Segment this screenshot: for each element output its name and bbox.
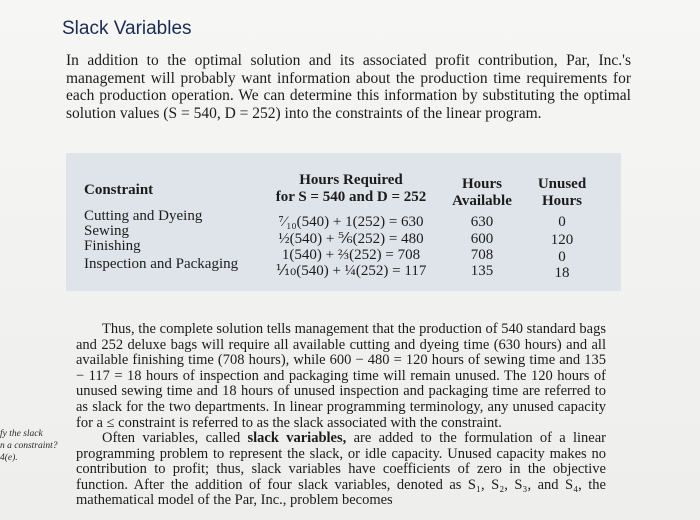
solution-paragraph: Thus, the complete solution tells management that the production of 540 standard bags and 252 deluxe bags will require all available cutting and dyeing time (630 hours) and all available finishing time (708 hours), while 600 − 480 = 120 hours of sewing time and 135 − 117 = 18 hours of inspection and packaging time will remain unused. The 120 hours of unused sewing time and 18 hours of unused inspection and packaging time are referred to as slack for the two departments. In linear programming terminology, any unused capacity for a ≤ constraint is referred to as the slack associated with the constraint. xyxy=(76,321,606,431)
slack-variables-paragraph: Often variables, called slack variables, are added to the formulation of a linear programming problem to represent the slack, or idle capacity. Unused capacity makes no contribution to profit; thus, slack variables have coefficients of zero in the objective function. After the addition of four slack variables, denoted as S₁, S₂, S₃, and S₄, the mathematical model of the Par, Inc., problem becomes xyxy=(76,430,607,509)
row-inspection-unused: 18 xyxy=(554,265,570,281)
header-constraint: Constraint xyxy=(84,182,154,198)
header-hours-available: Hours Available xyxy=(452,176,512,209)
row-inspection-available: 135 xyxy=(470,263,494,279)
row-finishing-unused: 0 xyxy=(558,249,566,265)
row-finishing-available: 708 xyxy=(470,247,494,263)
row-cutting-constraint: Cutting and Dyeing xyxy=(84,208,203,224)
header-unused-hours: Unused Hours xyxy=(537,176,587,209)
margin-note: fy the slack n a constraint? 4(e). xyxy=(0,429,58,463)
slack-variables-term: slack variables, xyxy=(247,430,347,446)
row-inspection-required: ⅒(540) + ¼(252) = 117 xyxy=(275,263,427,279)
row-sewing-required: ½(540) + ⅚(252) = 480 xyxy=(278,231,424,247)
row-sewing-available: 600 xyxy=(470,231,494,247)
row-inspection-constraint: Inspection and Packaging xyxy=(84,256,239,272)
row-sewing-constraint: Sewing xyxy=(84,223,129,239)
row-cutting-available: 630 xyxy=(470,214,494,230)
row-cutting-required: ⁷⁄₁₀(540) + 1(252) = 630 xyxy=(278,214,424,230)
header-hours-required: Hours Required for S = 540 and D = 252 xyxy=(275,172,427,205)
section-title: Slack Variables xyxy=(62,18,192,39)
row-cutting-unused: 0 xyxy=(558,214,566,230)
constraint-table xyxy=(66,153,621,291)
row-sewing-unused: 120 xyxy=(550,232,574,248)
row-finishing-constraint: Finishing xyxy=(84,238,141,254)
row-finishing-required: 1(540) + ⅔(252) = 708 xyxy=(281,247,421,263)
intro-paragraph: In addition to the optimal solution and its associated profit contribution, Par, Inc.'s management will probably want information about the production time requirements for each production operation. We can determine this information by substituting the optimal solution values (S = 540, D = 252) into the constraints of the linear program. xyxy=(66,52,631,122)
